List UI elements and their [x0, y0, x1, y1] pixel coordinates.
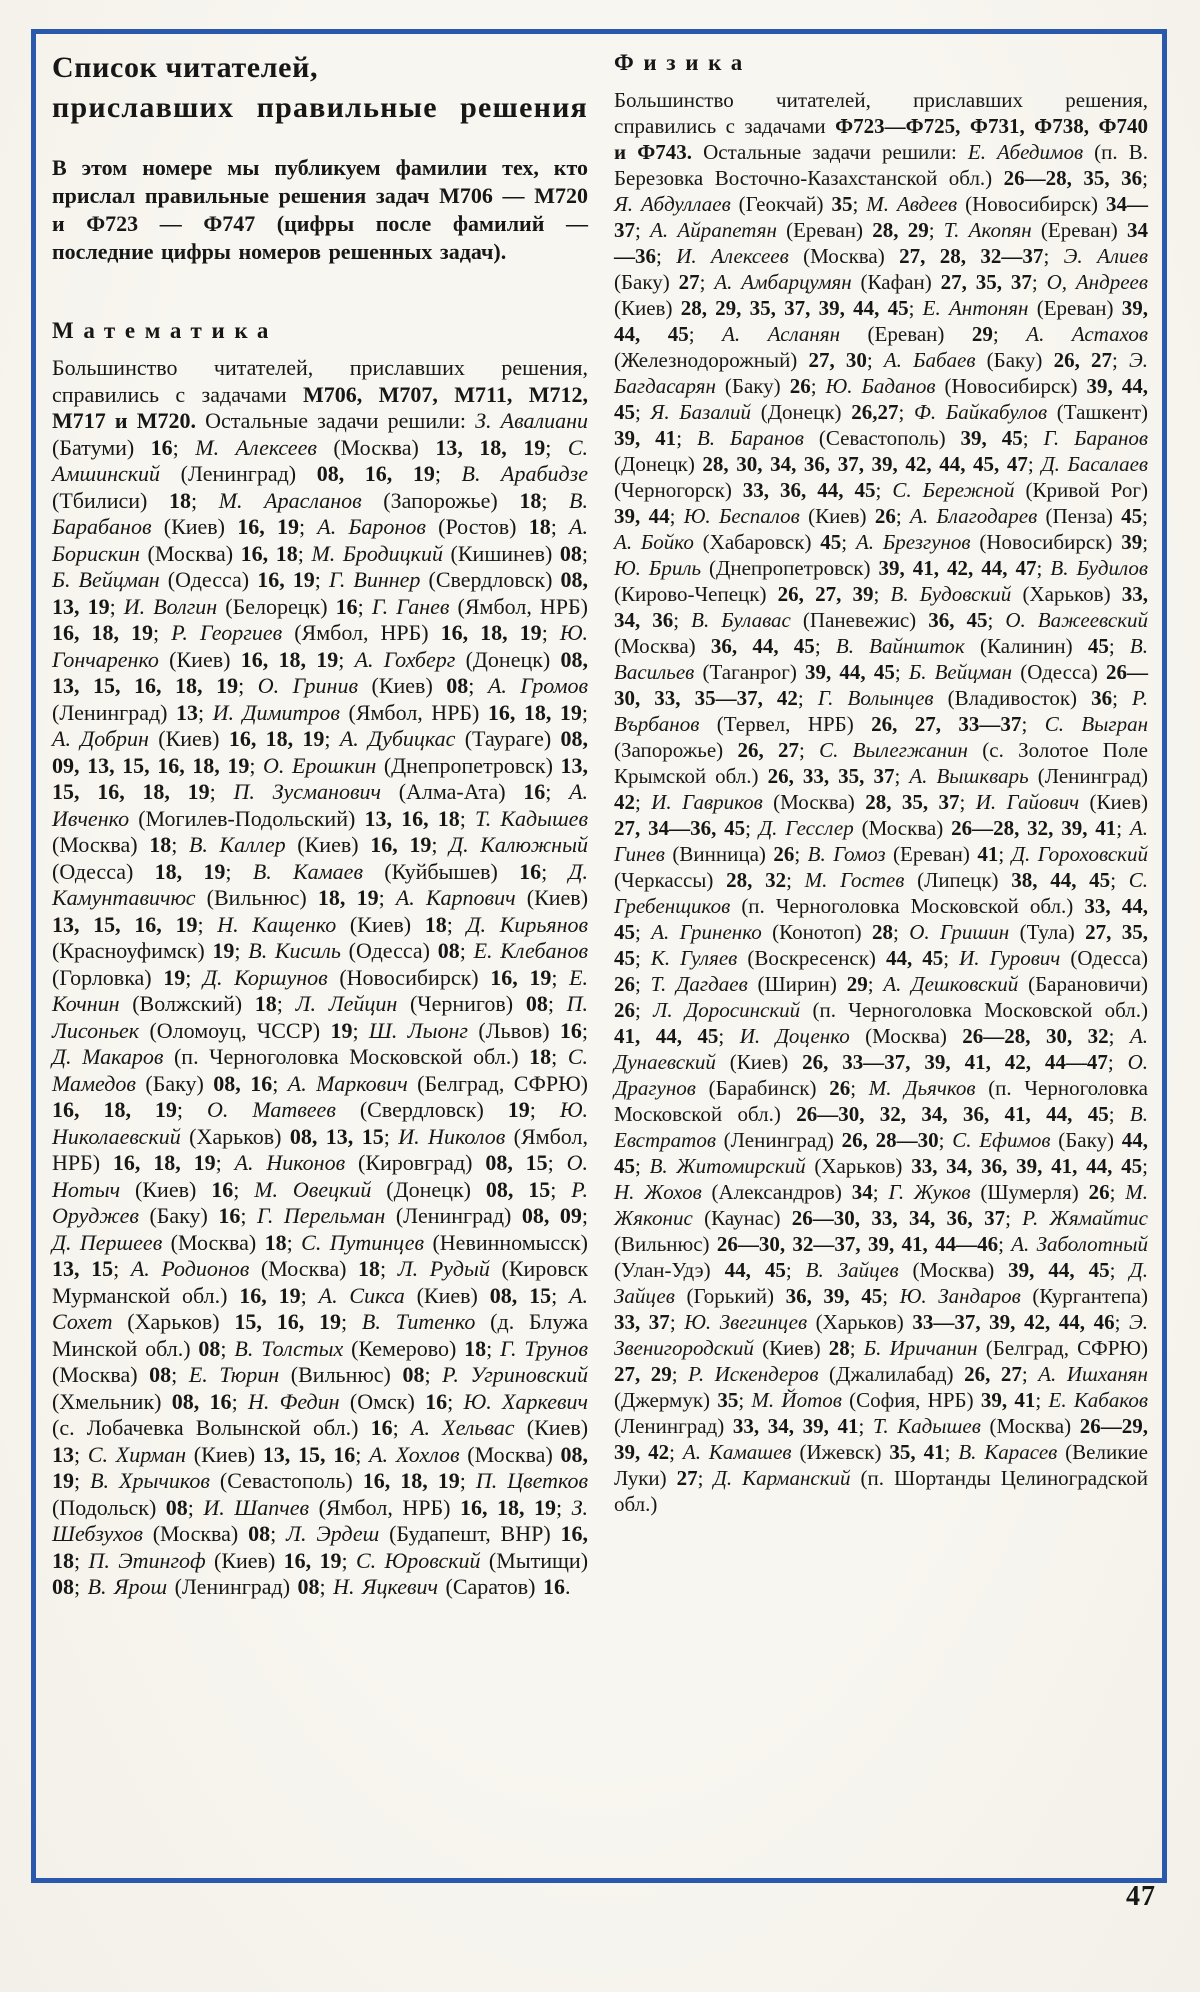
reader-entry: К. Гуляев (Воскресенск) 44, 45;: [650, 946, 960, 970]
reader-entry: А. Сохет (Харьков) 15, 16, 19;: [52, 1282, 589, 1334]
reader-entry: В. Титенко (д. Блужа Минской обл.) 08;: [52, 1309, 588, 1361]
reader-entry: А. Бойко (Хабаровск) 45;: [614, 530, 856, 554]
reader-entry: Д. Гесслер (Москва) 26—28, 32, 39, 41;: [758, 816, 1130, 840]
reader-entry: Ш. Лыонг (Львов) 16;: [368, 1017, 589, 1043]
reader-entry: А. Маркович (Белград, СФРЮ) 16, 18, 19;: [52, 1070, 589, 1122]
reader-entry: В. Кисиль (Одесса) 08;: [248, 938, 474, 963]
reader-entry: И. Шапчев (Ямбол, НРБ) 16, 18, 19;: [203, 1494, 572, 1520]
reader-entry: И. Гайович (Киев) 27, 34—36, 45;: [614, 790, 1149, 840]
reader-entry: Т. Дагдаев (Ширин) 29;: [650, 972, 884, 996]
reader-entry: В. Васильев (Таганрог) 39, 44, 45;: [614, 634, 1148, 684]
reader-entry: А. Борискин (Москва) 16, 18;: [52, 514, 589, 566]
reader-entry: А. Брезгунов (Новосибирск) 39;: [855, 530, 1149, 554]
reader-entry: В. Будовский (Харьков) 33, 34, 36;: [614, 582, 1149, 632]
reader-entry: И. Доценко (Москва) 26—28, 30, 32;: [739, 1024, 1130, 1048]
reader-entry: А. Вышкварь (Ленинград) 42;: [614, 764, 1148, 814]
reader-entry: В. Ярош (Ленинград) 08;: [87, 1574, 334, 1599]
reader-entry: Ю. Зандаров (Кургантепа) 33, 37;: [614, 1284, 1148, 1334]
reader-entry: С. Мамедов (Баку) 08, 16;: [52, 1044, 588, 1096]
reader-entry: В. Камаев (Куйбышев) 16;: [252, 858, 569, 884]
reader-entry: Д. Кирьянов (Красноуфимск) 19;: [52, 911, 589, 963]
reader-entry: А. Благодарев (Пенза) 45;: [910, 504, 1149, 528]
reader-entry: Ю. Звегинцев (Харьков) 33—37, 39, 42, 44, 46;: [684, 1310, 1129, 1334]
reader-entry: Т. Кадышев (Москва) 18;: [52, 805, 588, 857]
reader-entry: Е. Клебанов (Горловка) 19;: [52, 938, 588, 990]
reader-entry: П. Этингоф (Киев) 16, 19;: [88, 1547, 356, 1573]
reader-entry: П. Зусманович (Алма-Ата) 16;: [233, 779, 570, 804]
reader-entry: М. Йотов (София, НРБ) 39, 41;: [751, 1388, 1049, 1412]
reader-entry: О. Гришин (Тула) 27, 35, 45;: [614, 920, 1149, 970]
reader-entry: С. Путинцев (Невинномысск) 13, 15;: [52, 1229, 588, 1281]
reader-entry: А. Амбарцумян (Кафан) 27, 35, 37;: [714, 270, 1047, 294]
reader-entry: М. Авдеев (Новосибирск) 34—37;: [614, 192, 1148, 242]
reader-entry: В. Вайншток (Калинин) 45;: [835, 634, 1130, 658]
reader-entry: Е. Кабаков (Ленинград) 33, 34, 39, 41;: [614, 1388, 1148, 1438]
reader-entry: В. Гомоз (Ереван) 41;: [807, 842, 1012, 866]
reader-entry: Р. Оруджев (Баку) 16;: [52, 1176, 588, 1228]
reader-entry: А. Ишханян (Джермук) 35;: [614, 1362, 1148, 1412]
reader-entry: А. Дешковский (Барановичи) 26;: [614, 972, 1148, 1022]
section-heading-math: Математика: [52, 318, 279, 343]
reader-entry: И. Алексеев (Москва) 27, 28, 32—37;: [676, 244, 1064, 268]
reader-entry: О. Драгунов (Барабинск) 26;: [614, 1050, 1149, 1100]
math-entries: [52, 408, 588, 1599]
reader-entry: Б. Вейцман (Одесса) 26—30, 33, 35—37, 42;: [614, 660, 1148, 710]
reader-entry: Н. Жохов (Александров) 34;: [614, 1180, 889, 1204]
reader-entry: М. Арасланов (Запорожье) 18;: [218, 487, 570, 513]
reader-entry: Д. Карманский (п. Шортанды Целиноградской обл.): [614, 1466, 1149, 1516]
reader-entry: Б. Вейцман (Одесса) 16, 19;: [52, 567, 329, 592]
math-lead: Большинство читателей, приславших решения, справились с задачами: [52, 355, 588, 407]
reader-entry: В. Арабидзе (Тбилиси) 18;: [52, 461, 588, 513]
reader-entry: В. Баранов (Севастополь) 39, 45;: [696, 426, 1044, 450]
reader-entry: В. Барабанов (Киев) 16, 19;: [52, 487, 588, 539]
reader-entry: Л. Лейцин (Чернигов) 08;: [295, 991, 567, 1016]
reader-entry: И. Гавриков (Москва) 28, 35, 37;: [651, 790, 976, 814]
reader-entry: С. Бережной (Кривой Рог) 39, 44;: [614, 478, 1149, 528]
reader-entry: Э. Алиев (Баку) 27;: [614, 244, 1148, 294]
reader-entry: Д. Калюжный (Одесса) 18, 19;: [52, 832, 588, 884]
math-lead-continued: Остальные задачи решили:: [196, 408, 476, 433]
reader-entry: А. Никонов (Кировград) 08, 15;: [234, 1150, 567, 1175]
reader-entry: Т. Акопян (Ереван) 34—36;: [614, 218, 1148, 268]
reader-entry: О, Андреев (Киев) 28, 29, 35, 37, 39, 44, 45;: [614, 270, 1148, 320]
reader-entry: С. Выгран (Запорожье) 26, 27;: [614, 712, 1149, 762]
physics-readers-list: [614, 87, 1148, 1517]
page-number: 47: [1126, 1881, 1156, 1912]
reader-entry: Э. Багдасарян (Баку) 26;: [614, 348, 1148, 398]
reader-entry: И. Волгин (Белорецк) 16;: [123, 593, 372, 619]
reader-entry: Е. Тюрин (Вильнюс) 08;: [188, 1362, 443, 1387]
reader-entry: П. Цветков (Подольск) 08;: [52, 1468, 588, 1520]
reader-entry: Я. Базалий (Донецк) 26,27;: [650, 400, 914, 424]
reader-entry: И. Димитров (Ямбол, НРБ) 16, 18, 19;: [212, 699, 589, 725]
reader-entry: Г. Трунов (Москва) 08;: [52, 1335, 589, 1387]
reader-entry: В. Хрычиков (Севастополь) 16, 18, 19;: [90, 1468, 476, 1493]
reader-entry: Д. Першеев (Москва) 18;: [52, 1229, 302, 1255]
reader-entry: Р. Върбанов (Тервел, НРБ) 26, 27, 33—37;: [614, 686, 1148, 736]
reader-entry: А. Карпович (Киев) 13, 15, 16, 19;: [52, 885, 589, 937]
reader-entry: Д. Басалаев (Черногорск) 33, 36, 44, 45;: [614, 452, 1149, 502]
reader-entry: С. Хирман (Киев) 13, 15, 16;: [87, 1441, 370, 1467]
reader-entry: А. Дубицкас (Таураге) 08, 09, 13, 15, 16, 18, 19;: [52, 726, 588, 778]
reader-entry: С. Амшинский (Ленинград) 08, 16, 19;: [52, 434, 588, 486]
reader-entry: Н. Федин (Омск) 16;: [247, 1388, 464, 1414]
section-heading-physics: Физика: [614, 50, 752, 75]
left-column: [52, 48, 588, 1878]
reader-entry: Р. Угриновский (Хмельник) 08, 16;: [52, 1362, 589, 1414]
reader-entry: Д. Гороховский (Черкассы) 28, 32;: [614, 842, 1148, 892]
reader-entry: А. Гохберг (Донецк) 08, 13, 15, 16, 18, 19;: [52, 646, 589, 698]
reader-entry: Н. Яцкевич (Саратов) 16.: [333, 1574, 571, 1599]
reader-entry: Г. Жуков (Шумерля) 26;: [888, 1180, 1126, 1204]
math-problems-bold: М706, М707, М711, М712, М717 и М720.: [52, 381, 588, 433]
reader-entry: М. Бродицкий (Кишинев) 08;: [311, 540, 588, 566]
reader-entry: А. Гинев (Винница) 26;: [614, 816, 1149, 866]
reader-entry: Э. Звенигородский (Киев) 28;: [614, 1310, 1149, 1360]
reader-entry: А. Добрин (Киев) 16, 18, 19;: [52, 726, 340, 751]
reader-entry: Л. Рудый (Кировск Мурманской обл.) 16, 19;: [52, 1256, 589, 1308]
reader-entry: Ю. Николаевский (Харьков) 08, 13, 15;: [52, 1097, 589, 1149]
reader-entry: Л. Эрдеш (Будапешт, ВНР) 16, 18;: [52, 1521, 589, 1573]
reader-entry: Г. Баранов (Донецк) 28, 30, 34, 36, 37, 39, 42, 44, 45, 47;: [614, 426, 1148, 476]
reader-entry: С. Гребенщиков (п. Черноголовка Московской обл.) 33, 44, 45;: [614, 868, 1149, 944]
reader-entry: Д. Зайцев (Горький) 36, 39, 45;: [614, 1258, 1149, 1308]
reader-entry: М. Овецкий (Донецк) 08, 15;: [254, 1176, 572, 1202]
reader-entry: В. Толстых (Кемерово) 18;: [234, 1335, 501, 1361]
reader-entry: В. Карасев (Великие Луки) 27;: [614, 1440, 1148, 1490]
reader-entry: М. Алексеев (Москва) 13, 18, 19;: [195, 434, 568, 460]
reader-entry: Ю. Баданов (Новосибирск) 39, 44, 45;: [614, 374, 1148, 424]
reader-entry: А. Заболотный (Улан-Удэ) 44, 45;: [614, 1232, 1148, 1282]
reader-entry: Е. Абедимов (п. В. Березовка Восточно-Казахстанской обл.) 26—28, 35, 36;: [614, 140, 1148, 190]
reader-entry: Ю. Беспалов (Киев) 26;: [683, 504, 911, 528]
reader-entry: Г. Волынцев (Владивосток) 36;: [817, 686, 1132, 710]
reader-entry: Л. Доросинский (п. Черноголовка Московской обл.) 41, 44, 45;: [614, 998, 1148, 1048]
reader-entry: И. Гурович (Одесса) 26;: [614, 946, 1148, 996]
reader-entry: В. Булавас (Паневежис) 36, 45;: [691, 608, 1006, 632]
reader-entry: М. Гостев (Липецк) 38, 44, 45;: [804, 868, 1129, 892]
reader-entry: В. Зайцев (Москва) 39, 44, 45;: [805, 1258, 1130, 1282]
reader-entry: В. Каллер (Киев) 16, 19;: [188, 832, 450, 857]
reader-entry: А. Хохлов (Москва) 08, 19;: [52, 1441, 589, 1493]
reader-entry: И. Николов (Ямбол, НРБ) 16, 18, 19;: [52, 1123, 588, 1175]
reader-entry: Д. Макаров (п. Черноголовка Московской обл.) 18;: [52, 1044, 568, 1069]
reader-entry: П. Лисоньек (Оломоуц, ЧССР) 19;: [52, 991, 589, 1043]
reader-entry: С. Ефимов (Баку) 44, 45;: [614, 1128, 1148, 1178]
physics-lead-continued: Остальные задачи решили:: [691, 140, 968, 164]
reader-entry: Б. Иричанин (Белград, СФРЮ) 27, 29;: [614, 1336, 1149, 1386]
reader-entry: С. Вылегжанин (с. Золотое Поле Крымской обл.) 26, 33, 35, 37;: [614, 738, 1148, 788]
reader-entry: А. Громов (Ленинград) 13;: [52, 673, 589, 725]
reader-entry: Г. Виннер (Свердловск) 08, 13, 19;: [52, 567, 589, 619]
reader-entry: З. Авалиани (Батуми) 16;: [52, 408, 588, 460]
two-column-layout: [36, 34, 1162, 1878]
reader-entry: С. Юровский (Мытищи) 08;: [52, 1547, 589, 1599]
physics-lead: Большинство читателей, приславших решения, справились с задачами: [614, 88, 1148, 138]
reader-entry: Р. Искендеров (Джалилабад) 26, 27;: [688, 1362, 1039, 1386]
reader-entry: О. Гринив (Киев) 08;: [257, 673, 488, 698]
right-column: [614, 48, 1148, 1878]
reader-entry: Я. Абдуллаев (Геокчай) 35;: [614, 192, 867, 216]
reader-entry: О. Матвеев (Свердловск) 19;: [207, 1097, 560, 1122]
reader-entry: О. Нотыч (Киев) 16;: [52, 1150, 588, 1202]
physics-entries: [614, 140, 1148, 1516]
reader-entry: Д. Камунтавичюс (Вильнюс) 18, 19;: [52, 858, 589, 910]
reader-entry: А. Хельвас (Киев) 13;: [52, 1415, 589, 1467]
reader-entry: В. Житомирский (Харьков) 33, 34, 36, 39, 41, 44, 45;: [649, 1154, 1149, 1178]
reader-entry: О. Важеевский (Москва) 36, 44, 45;: [614, 608, 1149, 658]
reader-entry: Е. Кочнин (Волжский) 18;: [52, 964, 589, 1016]
reader-entry: А. Айрапетян (Ереван) 28, 29;: [650, 218, 944, 242]
reader-entry: Т. Кадышев (Москва) 26—29, 39, 42;: [614, 1414, 1148, 1464]
reader-entry: Г. Ганев (Ямбол, НРБ) 16, 18, 19;: [52, 593, 588, 645]
reader-entry: О. Ерошкин (Днепропетровск) 13, 15, 16, 18, 19;: [52, 752, 588, 804]
reader-entry: Ф. Байкабулов (Ташкент) 39, 41;: [614, 400, 1148, 450]
reader-entry: Ю. Гончаренко (Киев) 16, 18, 19;: [52, 620, 589, 672]
reader-entry: А. Бабаев (Баку) 26, 27;: [883, 348, 1129, 372]
reader-entry: Р. Жямайтис (Вильнюс) 26—30, 32—37, 39, 41, 44—46;: [614, 1206, 1148, 1256]
reader-entry: А. Астахов (Железнодорожный) 27, 30;: [614, 322, 1148, 372]
reader-entry: А. Родионов (Москва) 18;: [130, 1256, 398, 1281]
reader-entry: Г. Перельман (Ленинград) 08, 09;: [257, 1203, 589, 1228]
reader-entry: А. Дунаевский (Киев) 26, 33—37, 39, 41, 42, 44—47;: [614, 1024, 1149, 1074]
reader-entry: Е. Антонян (Ереван) 39, 44, 45;: [614, 296, 1149, 346]
reader-entry: Р. Георгиев (Ямбол, НРБ) 16, 18, 19;: [171, 620, 560, 645]
reader-entry: Д. Коршунов (Новосибирск) 16, 19;: [202, 964, 570, 990]
reader-entry: В. Евстратов (Ленинград) 26, 28—30;: [614, 1102, 1148, 1152]
reader-entry: М. Дьячков (п. Черноголовка Московской обл.) 26—30, 32, 34, 36, 41, 44, 45;: [614, 1076, 1148, 1126]
reader-entry: М. Жяконис (Каунас) 26—30, 33, 34, 36, 37;: [614, 1180, 1148, 1230]
reader-entry: З. Шебзухов (Москва) 08;: [52, 1494, 589, 1546]
reader-entry: А. Асланян (Ереван) 29;: [722, 322, 1027, 346]
reader-entry: А. Сикса (Киев) 08, 15;: [318, 1282, 570, 1308]
page-title-line-2: приславших правильные решения: [52, 91, 588, 124]
reader-entry: А. Камашев (Ижевск) 35, 41;: [682, 1440, 959, 1464]
math-readers-list: [52, 355, 588, 1601]
page-title-line-1: Список читателей,: [52, 51, 319, 84]
page-border: [31, 29, 1167, 1883]
reader-entry: А. Гриненко (Конотоп) 28;: [651, 920, 910, 944]
reader-entry: Ю. Бриль (Днепропетровск) 39, 41, 42, 44, 47;: [614, 556, 1051, 580]
physics-problems-bold: Ф723—Ф725, Ф731, Ф738, Ф740 и Ф743.: [614, 114, 1148, 164]
reader-entry: А. Ивченко (Могилев-Подольский) 13, 16, 18;: [52, 779, 589, 831]
reader-entry: В. Будилов (Кирово-Чепецк) 26, 27, 39;: [614, 556, 1149, 606]
reader-entry: Н. Кащенко (Киев) 18;: [217, 911, 467, 937]
intro-paragraph: В этом номере мы публикуем фамилии тех, кто прислал правильные решения задач М706 — М720 и Ф723 — Ф747 (цифры после фамилий — последние цифры номеров решенных задач).: [52, 155, 588, 264]
reader-entry: Ю. Харкевич (с. Лобачевка Волынской обл.) 16;: [52, 1388, 589, 1440]
reader-entry: А. Баронов (Ростов) 18;: [317, 514, 570, 539]
